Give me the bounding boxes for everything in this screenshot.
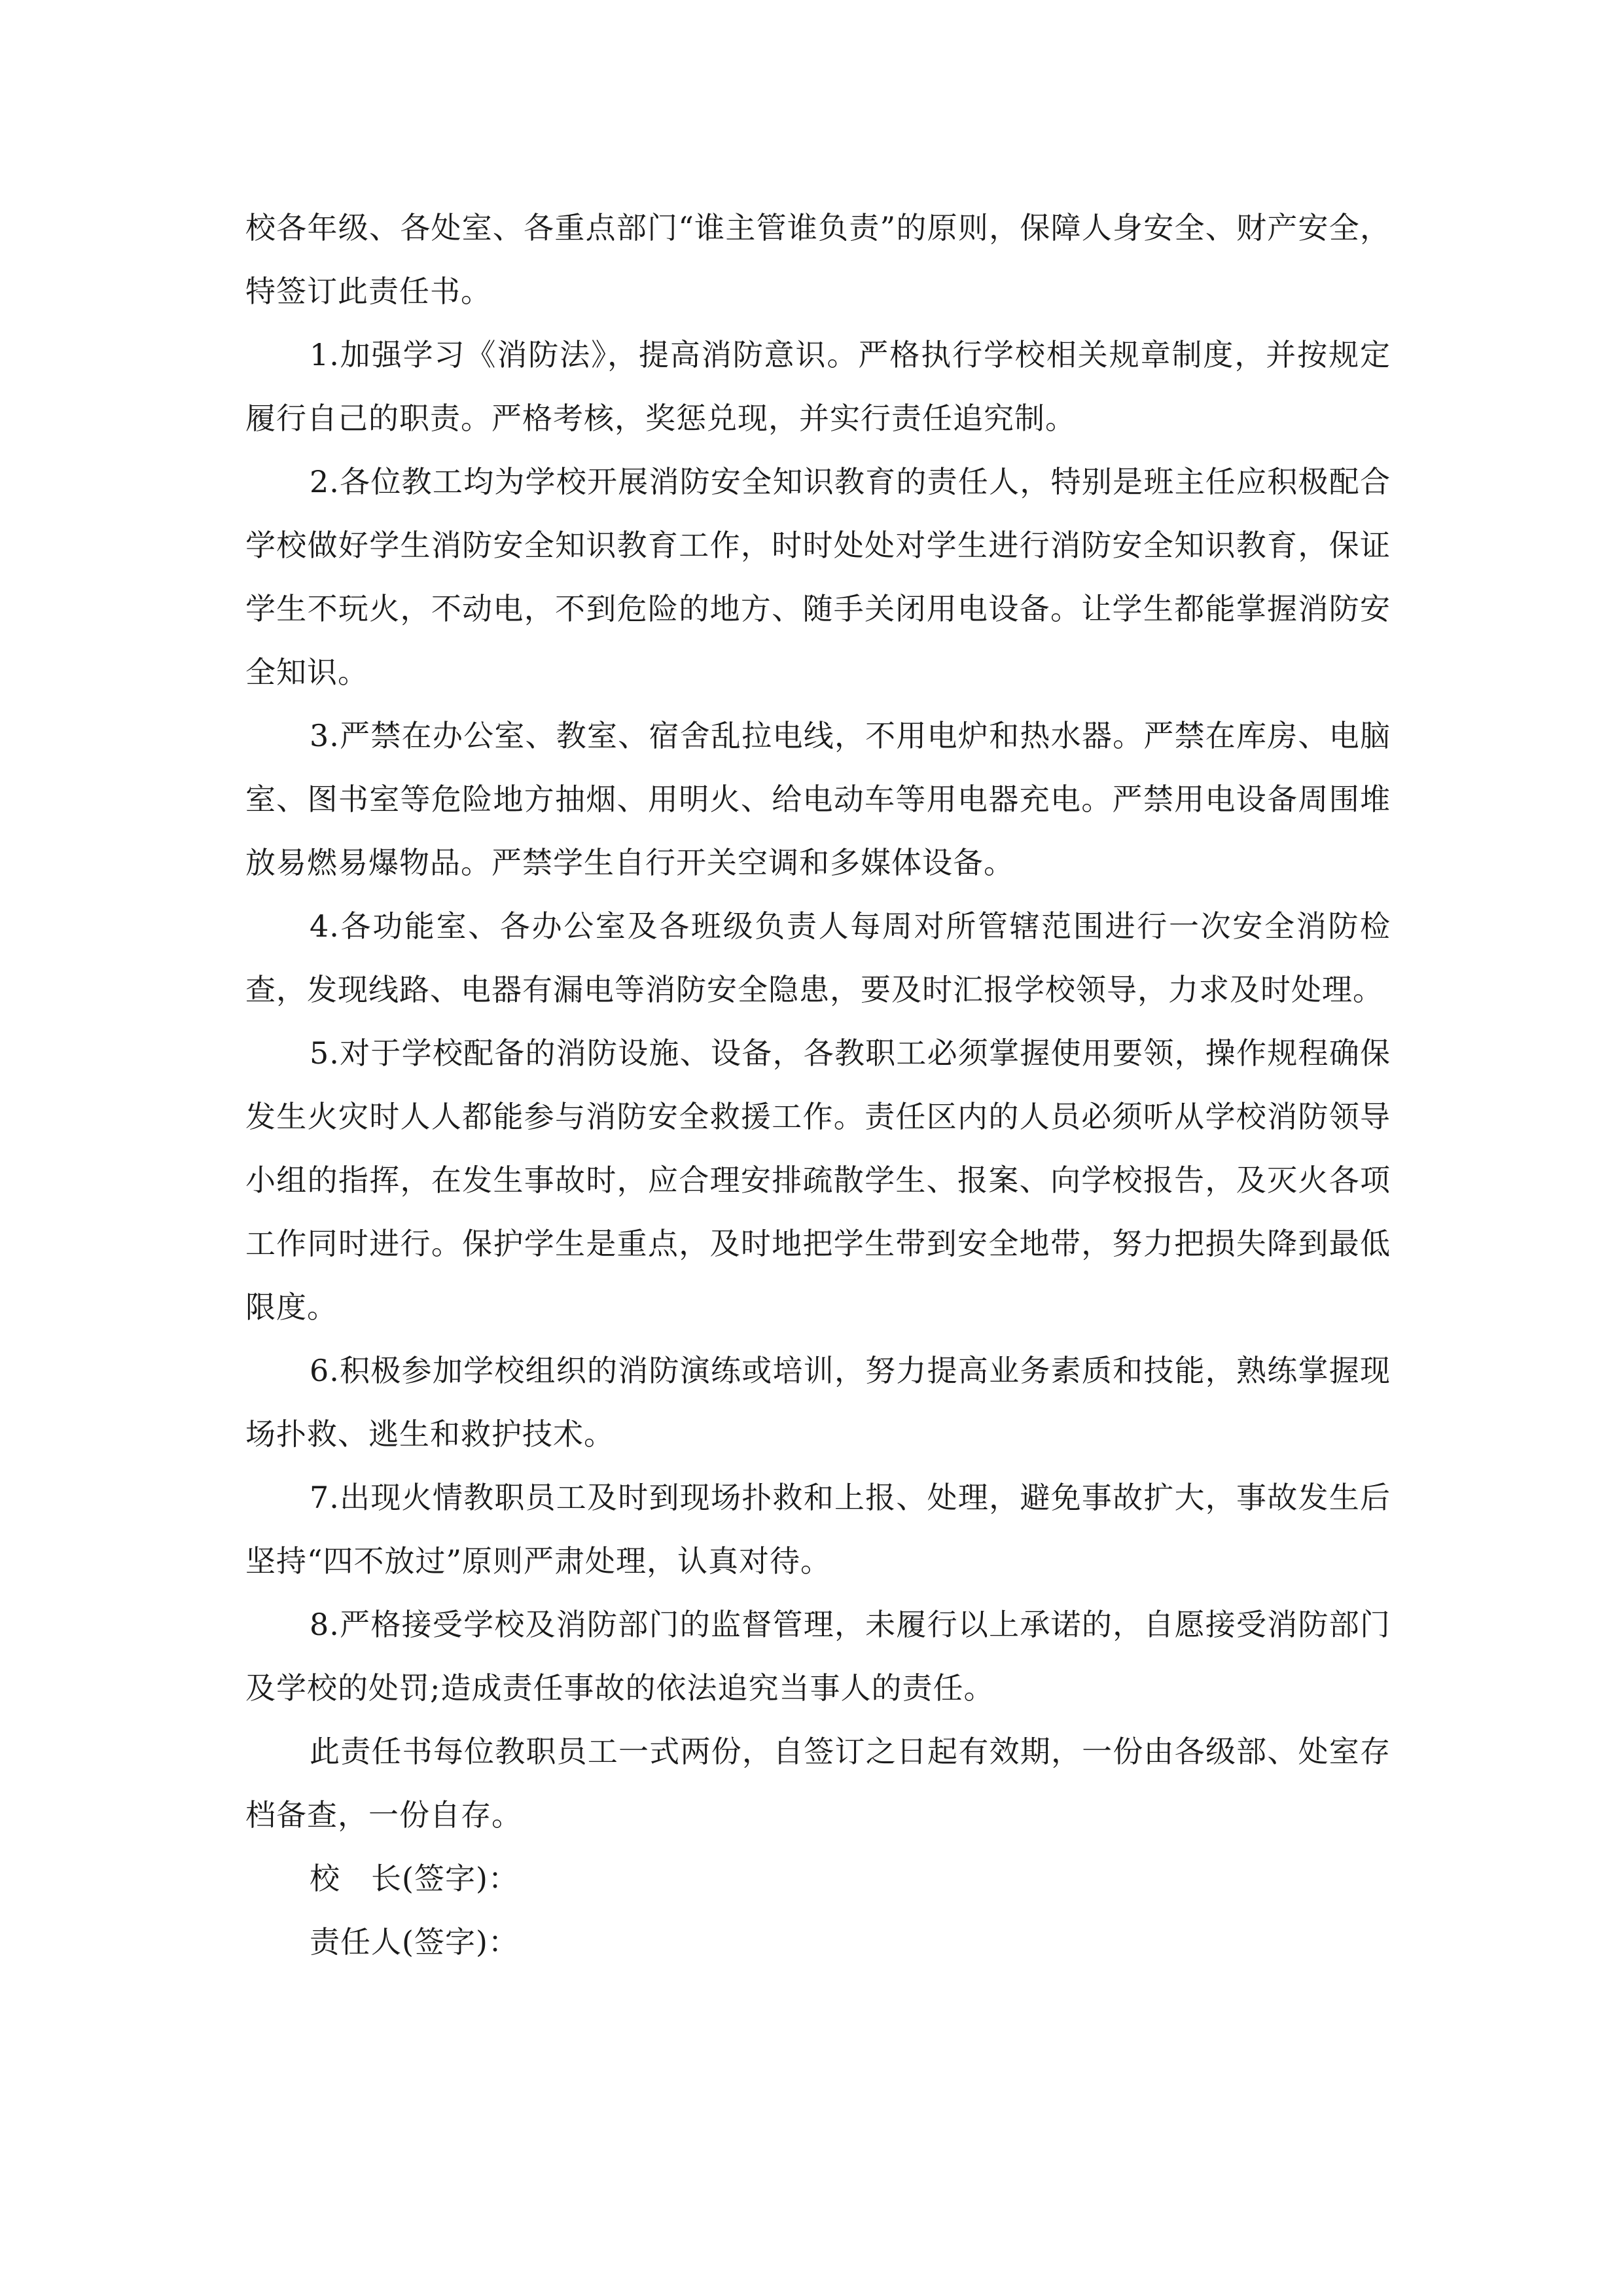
clause-8: 8.严格接受学校及消防部门的监督管理，未履行以上承诺的，自愿接受消防部门及学校的处罚;造成责任事故的依法追究当事人的责任。 — [245, 1607, 1391, 1706]
principal-signature-line: 校 长(签字)： — [310, 1861, 519, 1896]
closing-paragraph: 此责任书每位教职员工一式两份，自签订之日起有效期，一份由各级部、处室存档备查，一份自存。 — [245, 1734, 1391, 1833]
clause-5: 5.对于学校配备的消防设施、设备，各教职工必须掌握使用要领，操作规程确保发生火灾时人人都能参与消防安全救援工作。责任区内的人员必须听从学校消防领导小组的指挥，在发生事故时，应合理安排疏散学生、报案、向学校报告，及灭火各项工作同时进行。保护学生是重点，及时地把学生带到安全地带，努力把损失降到最低限度。 — [245, 1035, 1391, 1325]
clause-1: 1.加强学习《消防法》，提高消防意识。严格执行学校相关规章制度，并按规定履行自己的职责。严格考核，奖惩兑现，并实行责任追究制。 — [245, 337, 1391, 436]
responsible-signature-line: 责任人(签字)： — [310, 1924, 519, 1960]
clause-4: 4.各功能室、各办公室及各班级负责人每周对所管辖范围进行一次安全消防检查，发现线路、电器有漏电等消防安全隐患，要及时汇报学校领导，力求及时处理。 — [245, 908, 1391, 1007]
document-body — [245, 196, 1391, 1974]
clause-2: 2.各位教工均为学校开展消防安全知识教育的责任人，特别是班主任应积极配合学校做好学生消防安全知识教育工作，时时处处对学生进行消防安全知识教育，保证学生不玩火，不动电，不到危险的地方、随手关闭用电设备。让学生都能掌握消防安全知识。 — [245, 464, 1391, 690]
intro-paragraph: 校各年级、各处室、各重点部门“谁主管谁负责”的原则，保障人身安全、财产安全，特签订此责任书。 — [245, 210, 1391, 309]
clause-3: 3.严禁在办公室、教室、宿舍乱拉电线，不用电炉和热水器。严禁在库房、电脑室、图书室等危险地方抽烟、用明火、给电动车等用电器充电。严禁用电设备周围堆放易燃易爆物品。严禁学生自行开关空调和多媒体设备。 — [245, 718, 1391, 880]
clause-7: 7.出现火情教职员工及时到现场扑救和上报、处理，避免事故扩大，事故发生后坚持“四不放过”原则严肃处理，认真对待。 — [245, 1480, 1391, 1579]
clause-6: 6.积极参加学校组织的消防演练或培训，努力提高业务素质和技能，熟练掌握现场扑救、逃生和救护技术。 — [245, 1353, 1391, 1452]
